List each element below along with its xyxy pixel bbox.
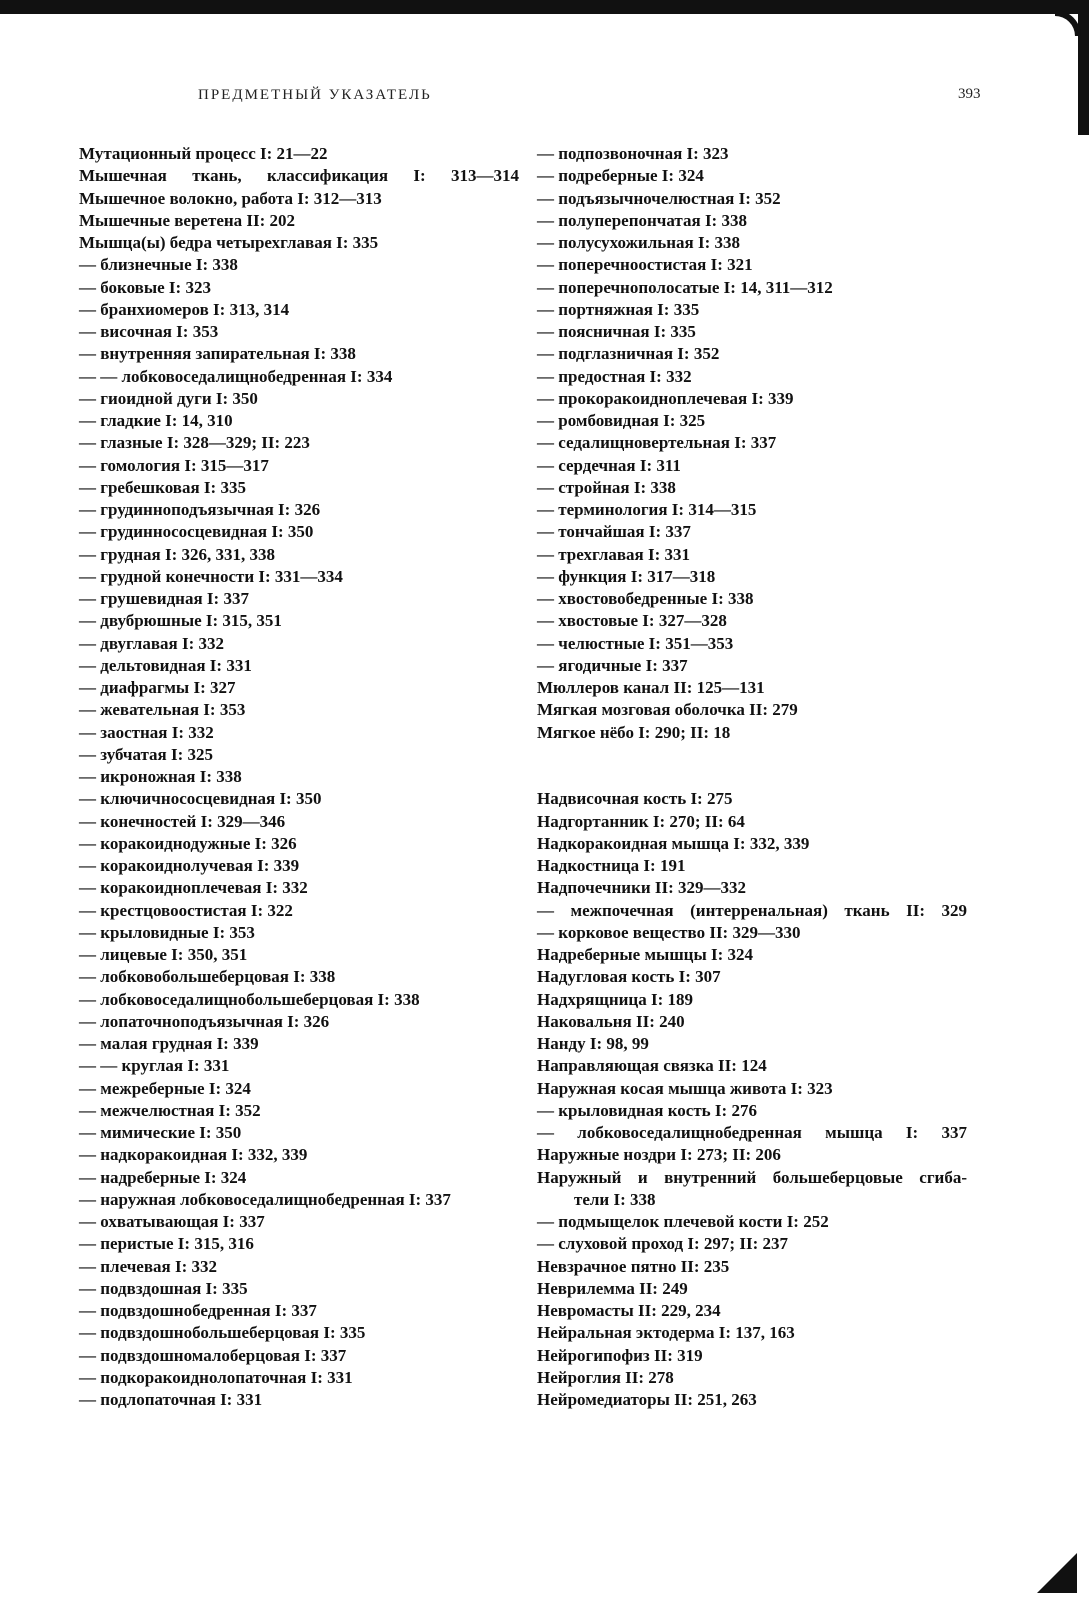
index-entry: Мышечная ткань, классификация I: 313—314: [79, 166, 519, 186]
index-entry: — подвздошномалоберцовая I: 337: [79, 1345, 347, 1365]
page-number: 393: [958, 86, 981, 102]
index-entry: — сердечная I: 311: [537, 455, 681, 475]
index-entry: Надпочечники II: 329—332: [537, 878, 747, 898]
index-entry: Надхрящница I: 189: [537, 989, 693, 1009]
index-entry: — грудинноподъязычная I: 326: [79, 500, 321, 519]
index-entry: — крыловидная кость I: 276: [537, 1100, 757, 1120]
index-entry: Нейрогипофиз II: 319: [537, 1345, 703, 1365]
index-entry: Надкоракоидная мышца I: 332, 339: [537, 833, 810, 853]
index-entry: — подвздошнобольшеберцовая I: 335: [79, 1323, 366, 1343]
index-entry: Нанду I: 98, 99: [537, 1034, 649, 1053]
index-entry: — гладкие I: 14, 310: [79, 411, 233, 430]
index-entry: — перистые I: 315, 316: [79, 1234, 254, 1254]
index-entry: — полусухожильная I: 338: [537, 233, 741, 252]
index-entry: Надвисочная кость I: 275: [537, 789, 733, 809]
index-entry: — двубрюшные I: 315, 351: [79, 611, 282, 631]
index-entry: — подкоракоиднолопаточная I: 331: [79, 1367, 353, 1387]
index-entry: — коракоидноплечевая I: 332: [79, 878, 308, 898]
index-entry: — подлопаточная I: 331: [79, 1390, 263, 1409]
index-entry: — терминология I: 314—315: [537, 500, 757, 519]
index-entry: Мягкая мозговая оболочка II: 279: [537, 700, 798, 720]
index-entry: Нейроглия II: 278: [537, 1367, 674, 1387]
index-entry: — лицевые I: 350, 351: [79, 945, 248, 964]
index-column-left: [79, 143, 519, 1411]
index-entry: — подреберные I: 324: [537, 166, 704, 186]
index-entry: — лобковоседалищнобольшеберцовая I: 338: [79, 989, 420, 1009]
index-entry: — трехглавая I: 331: [537, 544, 691, 564]
index-entry: — надкоракоидная I: 332, 339: [79, 1145, 308, 1165]
index-entry: — боковые I: 323: [79, 277, 211, 297]
index-entry: — поясничная I: 335: [537, 322, 696, 341]
index-entry: — корковое вещество II: 329—330: [537, 922, 801, 942]
index-entry: — двуглавая I: 332: [79, 633, 224, 653]
index-entry: Мягкое нёбо I: 290; II: 18: [537, 722, 731, 742]
index-entry: — межчелюстная I: 352: [79, 1100, 261, 1120]
index-entry: — поперечнополосатые I: 14, 311—312: [537, 277, 833, 297]
index-entry: — — круглая I: 331: [79, 1056, 230, 1076]
index-entry: Мутационный процесс I: 21—22: [79, 144, 328, 163]
index-entry: — гомология I: 315—317: [79, 455, 269, 475]
index-entry: — плечевая I: 332: [79, 1256, 217, 1276]
index-column-right: [537, 143, 967, 1411]
index-entry: — подглазничная I: 352: [537, 344, 720, 364]
index-entry: — малая грудная I: 339: [79, 1034, 259, 1053]
index-entry: Наружный и внутренний большеберцовые сгиба-: [537, 1167, 967, 1187]
index-entry: — грудиннососцевидная I: 350: [79, 522, 314, 542]
index-entry: — внутренняя запирательная I: 338: [79, 344, 356, 364]
index-entry: — хвостовые I: 327—328: [537, 611, 727, 631]
index-entry: Нейральная эктодерма I: 137, 163: [537, 1323, 795, 1343]
index-entry: — подвздошная I: 335: [79, 1278, 248, 1298]
index-entry: — прокоракоидноплечевая I: 339: [537, 388, 794, 408]
index-entry: — тончайшая I: 337: [537, 522, 691, 542]
index-entry: — коракоиднолучевая I: 339: [79, 856, 300, 875]
index-entry: Наковальня II: 240: [537, 1011, 685, 1031]
scan-border-right: [1078, 0, 1089, 135]
index-entry: — гребешковая I: 335: [79, 477, 246, 497]
index-entry: — предостная I: 332: [537, 366, 692, 386]
index-entry: — ключичнососцевидная I: 350: [79, 789, 322, 809]
index-entry: — зубчатая I: 325: [79, 744, 214, 764]
index-entry: — грудной конечности I: 331—334: [79, 566, 343, 586]
index-entry: — коракоиднодужные I: 326: [79, 833, 297, 853]
index-entry: Мюллеров канал II: 125—131: [537, 678, 765, 697]
index-entry: — жевательная I: 353: [79, 700, 246, 720]
index-entry: Надкостница I: 191: [537, 856, 686, 875]
index-entry: Мышечное волокно, работа I: 312—313: [79, 188, 382, 208]
index-entry: Направляющая связка II: 124: [537, 1056, 767, 1076]
index-entry: — бранхиомеров I: 313, 314: [79, 299, 290, 319]
index-entry: — портняжная I: 335: [537, 299, 700, 319]
index-entry: — гиоидной дуги I: 350: [79, 388, 258, 408]
index-entry: Мышца(ы) бедра четырехглавая I: 335: [79, 233, 379, 252]
index-entry: Надгортанник I: 270; II: 64: [537, 811, 745, 831]
index-entry: — ягодичные I: 337: [537, 655, 688, 675]
index-entry: — дельтовидная I: 331: [79, 655, 252, 675]
index-entry: — ромбовидная I: 325: [537, 411, 706, 430]
index-entry: — подмыщелок плечевой кости I: 252: [537, 1212, 829, 1231]
index-entry: Надреберные мышцы I: 324: [537, 945, 754, 964]
index-entry: тели I: 338: [574, 1189, 656, 1209]
index-entry: — лопаточноподъязычная I: 326: [79, 1011, 330, 1031]
index-entry: — надреберные I: 324: [79, 1167, 247, 1187]
index-entry: — лобковоседалищнобедренная мышца I: 337: [537, 1123, 967, 1142]
index-entry: — грудная I: 326, 331, 338: [79, 544, 275, 564]
index-entry: — челюстные I: 351—353: [537, 633, 734, 653]
index-entry: — межпочечная (интерренальная) ткань II: 329: [537, 900, 967, 920]
index-entry: Наружные ноздри I: 273; II: 206: [537, 1145, 781, 1165]
index-entry: — икроножная I: 338: [79, 767, 242, 786]
index-entry: Невзрачное пятно II: 235: [537, 1256, 730, 1276]
index-entry: — охватывающая I: 337: [79, 1212, 265, 1231]
index-entry: — грушевидная I: 337: [79, 589, 249, 608]
index-entry: Неврилемма II: 249: [537, 1278, 688, 1298]
index-entry: — лобковобольшеберцовая I: 338: [79, 967, 336, 987]
index-entry: — хвостовобедренные I: 338: [537, 589, 754, 608]
index-entry: [537, 766, 967, 788]
index-entry: — глазные I: 328—329; II: 223: [79, 433, 310, 453]
index-entry: — подпозвоночная I: 323: [537, 144, 729, 163]
index-entry: — крестцовоостистая I: 322: [79, 900, 293, 920]
index-entry: — наружная лобковоседалищнобедренная I: 337: [79, 1189, 451, 1209]
index-entry: — функция I: 317—318: [537, 566, 716, 586]
index-entry: — заостная I: 332: [79, 722, 214, 742]
scan-border-top: [0, 0, 1089, 14]
index-entry: — седалищновертельная I: 337: [537, 433, 777, 453]
index-entry: — поперечноостистая I: 321: [537, 255, 753, 275]
scan-corner-mark: [1037, 1553, 1077, 1593]
index-entry: — межреберные I: 324: [79, 1078, 251, 1098]
index-entry: Надугловая кость I: 307: [537, 967, 721, 987]
index-entry: — крыловидные I: 353: [79, 922, 255, 942]
index-entry: — близнечные I: 338: [79, 255, 238, 275]
index-entry: — диафрагмы I: 327: [79, 678, 236, 697]
index-entry: — подъязычночелюстная I: 352: [537, 188, 781, 208]
index-entry: [537, 744, 967, 766]
index-entry: — — лобковоседалищнобедренная I: 334: [79, 366, 393, 386]
index-entry: Мышечные веретена II: 202: [79, 210, 296, 230]
index-entry: — слуховой проход I: 297; II: 237: [537, 1234, 788, 1254]
index-entry: — конечностей I: 329—346: [79, 811, 286, 831]
index-entry: Невромасты II: 229, 234: [537, 1301, 721, 1320]
index-entry: — подвздошнобедренная I: 337: [79, 1301, 317, 1320]
index-entry: — стройная I: 338: [537, 477, 676, 497]
index-entry: — полуперепончатая I: 338: [537, 210, 747, 230]
index-entry: Наружная косая мышца живота I: 323: [537, 1078, 833, 1098]
index-entry: — мимические I: 350: [79, 1123, 242, 1142]
index-entry: Нейромедиаторы II: 251, 263: [537, 1390, 757, 1409]
running-head: ПРЕДМЕТНЫЙ УКАЗАТЕЛЬ: [198, 87, 432, 103]
index-entry: — височная I: 353: [79, 322, 219, 341]
